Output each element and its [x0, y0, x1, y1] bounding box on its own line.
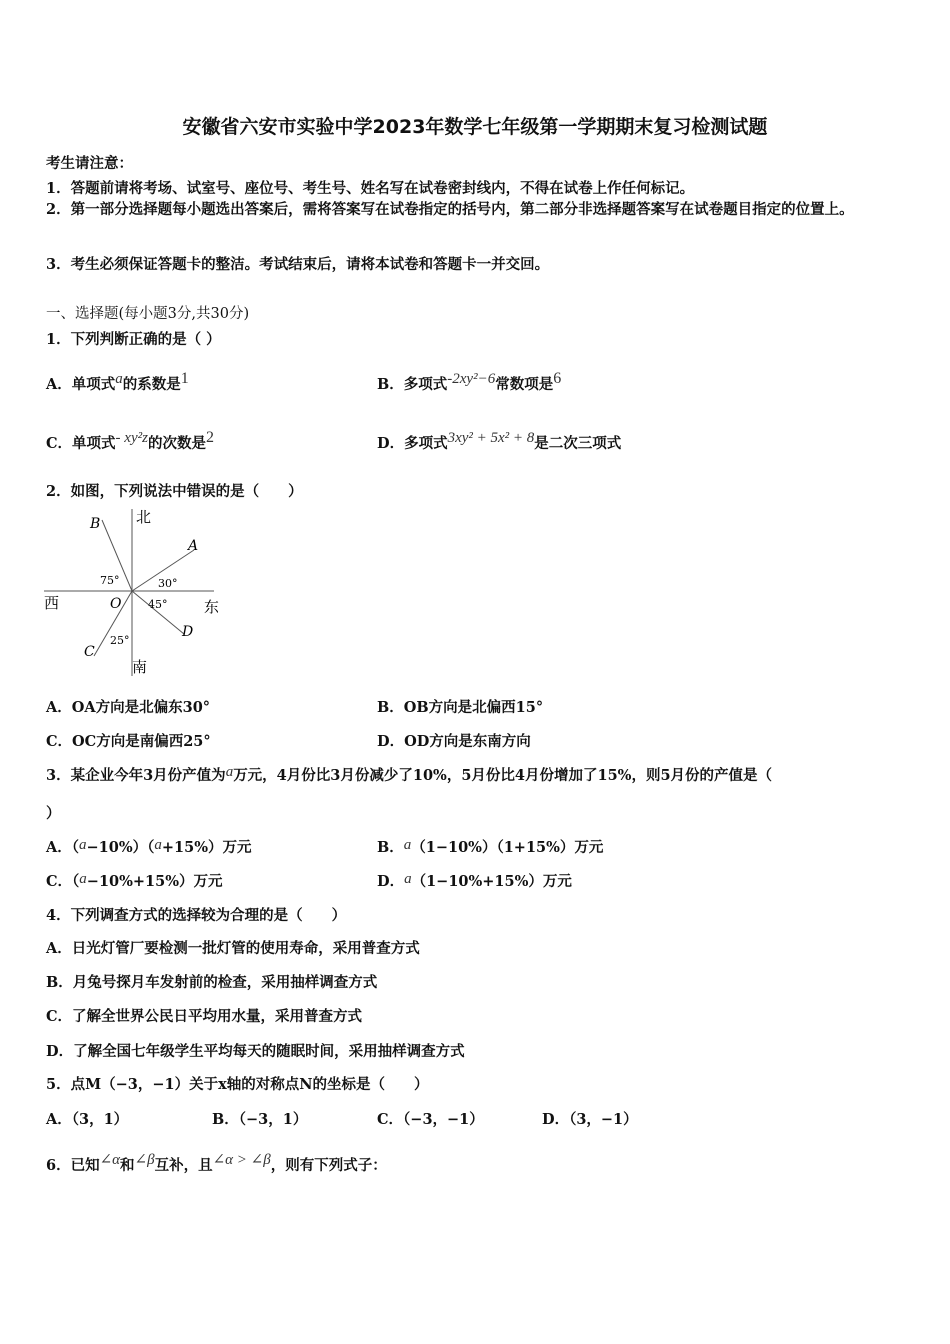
q1-b-mid: 常数项是 [495, 376, 554, 393]
q3-d-prefix: D． [377, 873, 405, 890]
q3-stem-suffix: 万元，4月份比3月份减少了10%，5月份比4月份增加了15%，则5月份的产值是（ [233, 767, 773, 784]
q3-b-prefix: B． [377, 839, 404, 856]
q1-b-math: -2xy²−6 [447, 371, 496, 387]
q6-suffix: ，则有下列式子： [270, 1157, 387, 1174]
label-c: C [84, 644, 95, 660]
q1-a-mid: 的系数是 [122, 376, 181, 393]
q1-c-mid: 的次数是 [147, 435, 206, 452]
q1-option-b[interactable] [377, 370, 562, 394]
label-south: 南 [132, 658, 148, 676]
q1-c-math: - xy²z [115, 430, 148, 446]
label-east: 东 [204, 598, 220, 616]
label-angle-75: 75° [100, 574, 120, 587]
q3-option-c[interactable] [46, 870, 223, 891]
q2-option-b[interactable]: B．OB方向是北偏西15° [377, 699, 544, 716]
q1-d-mid: 是二次三项式 [534, 435, 622, 452]
label-angle-25: 25° [110, 634, 130, 647]
q3-b-math: a [403, 837, 412, 853]
q3-stem-end: ） [46, 805, 61, 822]
q1-a-value: 1 [180, 370, 189, 387]
q3-a-part: −10%）（ [86, 839, 155, 856]
q1-d-prefix: D．多项式 [377, 435, 448, 452]
q5-option-b[interactable]: B．（−3，1） [212, 1111, 308, 1128]
label-a: A [188, 538, 199, 554]
q3-stem [46, 764, 772, 785]
q1-a-prefix: A．单项式 [46, 376, 116, 393]
q2-option-c[interactable]: C．OC方向是南偏西25° [46, 733, 211, 750]
q4-option-a[interactable]: A．日光灯管厂要检测一批灯管的使用寿命，采用普查方式 [46, 940, 420, 957]
q3-a-math-2: a [154, 837, 162, 853]
label-angle-45: 45° [148, 598, 168, 611]
label-north: 北 [136, 508, 152, 526]
q3-d-math: a [404, 871, 412, 887]
q1-stem: 1．下列判断正确的是（ ） [46, 331, 221, 348]
q1-option-c[interactable] [46, 429, 214, 453]
q3-c-math: a [79, 871, 87, 887]
notice-item-2: 2．第一部分选择题每小题选出答案后，需将答案写在试卷指定的括号内，第二部分非选择题答案写在试卷题目指定的位置上。 [46, 201, 854, 218]
notice-heading: 考生请注意： [46, 155, 133, 172]
direction-figure [44, 504, 224, 680]
q3-a-prefix: A．（ [46, 839, 80, 856]
q3-option-a[interactable] [46, 836, 251, 857]
q1-option-d[interactable] [377, 432, 621, 453]
q4-option-c[interactable]: C．了解全世界公民日平均用水量，采用普查方式 [46, 1008, 363, 1025]
q6-mid: 互补，且 [154, 1157, 213, 1174]
q3-c-suffix: −10%+15%）万元 [86, 873, 223, 890]
q1-a-math: a [115, 371, 123, 387]
label-west: 西 [44, 594, 60, 612]
label-d: D [182, 624, 194, 640]
notice-item-1: 1．答题前请将考场、试室号、座位号、考生号、姓名写在试卷密封线内，不得在试卷上作任何标记。 [46, 180, 695, 197]
q3-c-prefix: C．（ [46, 873, 80, 890]
q1-c-value: 2 [205, 429, 214, 446]
q5-option-a[interactable]: A．（3，1） [46, 1111, 129, 1128]
q3-a-suffix: +15%）万元 [161, 839, 252, 856]
q1-b-prefix: B．多项式 [377, 376, 448, 393]
q2-option-a[interactable]: A．OA方向是北偏东30° [46, 699, 211, 716]
q1-option-a[interactable] [46, 370, 189, 394]
q6-inequality: ∠α > ∠β [212, 1152, 271, 1168]
q6-and: 和 [120, 1157, 135, 1174]
q3-stem-prefix: 3．某企业今年3月份产值为 [46, 767, 226, 784]
q6-stem [46, 1154, 387, 1175]
q3-stem-math: a [225, 764, 234, 780]
q6-prefix: 6．已知 [46, 1157, 100, 1174]
q5-option-d[interactable]: D．（3，−1） [542, 1111, 638, 1128]
q5-option-c[interactable]: C．（−3，−1） [377, 1111, 484, 1128]
q1-d-math: 3xy² + 5x² + 8 [447, 430, 535, 446]
label-angle-30: 30° [158, 577, 178, 590]
q4-option-b[interactable]: B．月兔号探月车发射前的检查，采用抽样调查方式 [46, 974, 378, 991]
q1-c-prefix: C．单项式 [46, 435, 116, 452]
q6-angle-beta: ∠β [134, 1152, 155, 1168]
q3-d-suffix: （1−10%+15%）万元 [411, 873, 572, 890]
page-title: 安徽省六安市实验中学2023年数学七年级第一学期期末复习检测试题 [182, 116, 768, 138]
q4-option-d[interactable]: D．了解全国七年级学生平均每天的随眠时间，采用抽样调查方式 [46, 1043, 465, 1060]
q4-stem: 4．下列调查方式的选择较为合理的是（ ） [46, 907, 347, 924]
label-b: B [90, 516, 101, 532]
q3-option-d[interactable] [377, 870, 572, 891]
section-heading: 一、选择题(每小题3分,共30分) [46, 306, 250, 322]
q6-angle-alpha: ∠α [99, 1152, 121, 1168]
q3-option-b[interactable] [377, 836, 603, 857]
q5-stem: 5．点M（−3，−1）关于x轴的对称点N的坐标是（ ） [46, 1076, 429, 1093]
q2-stem: 2．如图，下列说法中错误的是（ ） [46, 483, 303, 500]
notice-item-3: 3．考生必须保证答题卡的整洁。考试结束后，请将本试卷和答题卡一并交回。 [46, 256, 550, 273]
q3-a-math: a [79, 837, 87, 853]
label-o: O [110, 596, 122, 612]
q3-b-suffix: （1−10%）（1+15%）万元 [411, 839, 604, 856]
q2-option-d[interactable]: D．OD方向是东南方向 [377, 733, 531, 750]
q1-b-value: 6 [553, 370, 562, 387]
